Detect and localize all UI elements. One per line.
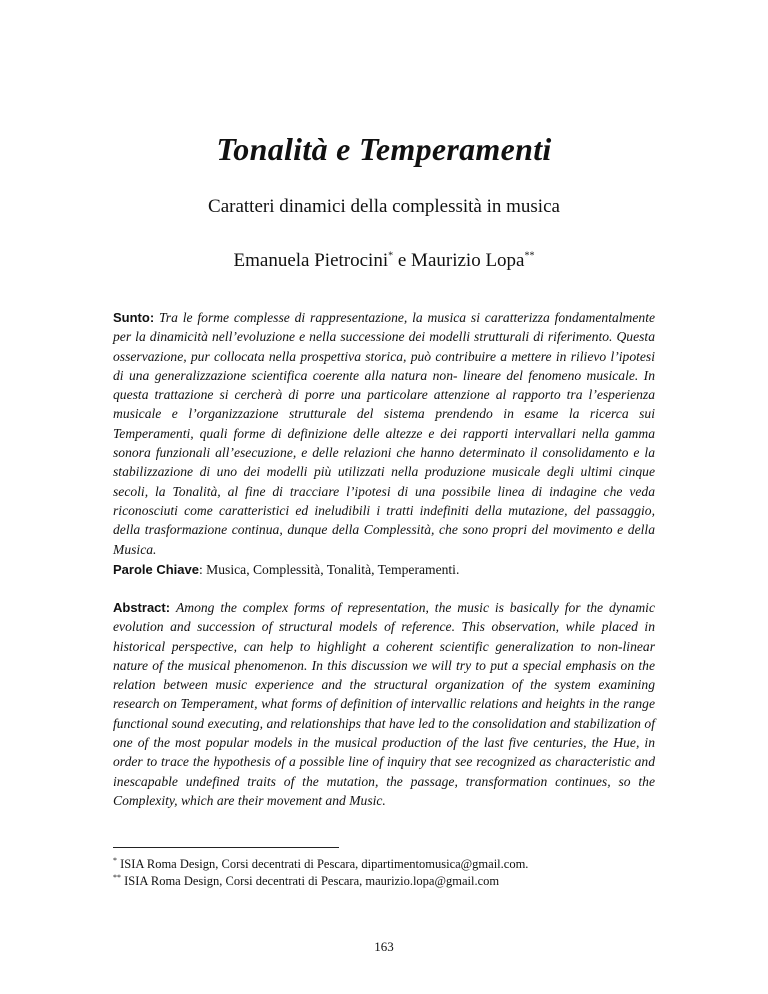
page-number: 163 bbox=[374, 939, 394, 954]
footnote-text-1: ISIA Roma Design, Corsi decentrati di Pescara, dipartimentomusica@gmail.com. bbox=[120, 857, 529, 871]
footnote-mark-1: * bbox=[113, 855, 117, 865]
sunto-paragraph bbox=[113, 308, 655, 559]
author-name-2: Maurizio Lopa bbox=[411, 250, 525, 271]
abstract-label: Abstract: bbox=[113, 600, 171, 615]
sunto-label: Sunto: bbox=[113, 310, 155, 325]
abstract-text: Among the complex forms of representation, the music is basically for the dynamic evolution and succession of structural models of reference. This observation, while placed in historical perspective, can help to highlight a coherent scientific generalization to non-linear nature of the musical phenomenon. In this discussion we will try to put a special emphasis on the relation between music experience and the structural organization of the system examining research on Temperament, what forms of definition of intervallic relations and heights in the range functional sound executing, and relationships that have led to the consolidation and stabilization of one of the most popular models in the musical production of the last five centuries, the Hue, in order to trace the hypothesis of a possible line of inquiry that see recognized as characteristic and inescapable undefined traits of the mutation, the passage, transformation continues, so the Complexity, which are their movement and Music. bbox=[113, 600, 655, 808]
author-line bbox=[0, 250, 768, 272]
footnote-text-2: ISIA Roma Design, Corsi decentrati di Pescara, maurizio.lopa@gmail.com bbox=[124, 874, 500, 888]
footnotes bbox=[113, 856, 673, 890]
author-footnote-mark-2[interactable]: ** bbox=[524, 250, 535, 262]
author-footnote-mark-1[interactable]: * bbox=[388, 250, 394, 262]
author-name-1: Emanuela Pietrocini bbox=[233, 250, 389, 271]
author-conjunction: e bbox=[393, 250, 412, 271]
paper-subtitle: Caratteri dinamici della complessità in musica bbox=[208, 196, 560, 217]
keywords-text: : Musica, Complessità, Tonalità, Temperamenti. bbox=[199, 562, 460, 577]
keywords-label: Parole Chiave bbox=[113, 562, 199, 577]
footnote-mark-2: ** bbox=[113, 872, 121, 882]
abstract-paragraph bbox=[113, 598, 655, 810]
footnote-1 bbox=[113, 856, 673, 873]
footnote-divider bbox=[113, 847, 339, 848]
keywords-paragraph bbox=[113, 560, 655, 579]
footnote-2 bbox=[113, 873, 673, 890]
sunto-text: Tra le forme complesse di rappresentazione, la musica si caratterizza fondamentalmente per la dinamicità nell’evoluzione e nella successione dei modelli strutturali di riferimento. Questa osservazione, pur collocata nella prospettiva storica, può contribuire a mettere in rilievo l’ipotesi di una generalizzazione scientifica coerente alla natura non- lineare del fenomeno musicale. In questa trattazione si cercherà di porre una particolare attenzione al rapporto tra l’esperienza musicale e l’organizzazione strutturale del sistema prendendo in esame la ricerca sui Temperamenti, quali forme di definizione delle altezze e dei rapporti intervallari nella gamma sonora funzionali all’esecuzione, e delle relazioni che hanno determinato il consolidamento e la stabilizzazione di uno dei modelli più utilizzati nella produzione musicale degli ultimi cinque secoli, la Tonalità, al fine di tracciare l’ipotesi di una possibile linea di indagine che veda riconosciuti come caratteristici ed ineludibili i tratti indefiniti della mutazione, del passaggio, della trasformazione continua, dunque della Complessità, che sono propri del movimento e della Musica. bbox=[113, 310, 656, 557]
paper-title: Tonalità e Temperamenti bbox=[216, 131, 552, 167]
